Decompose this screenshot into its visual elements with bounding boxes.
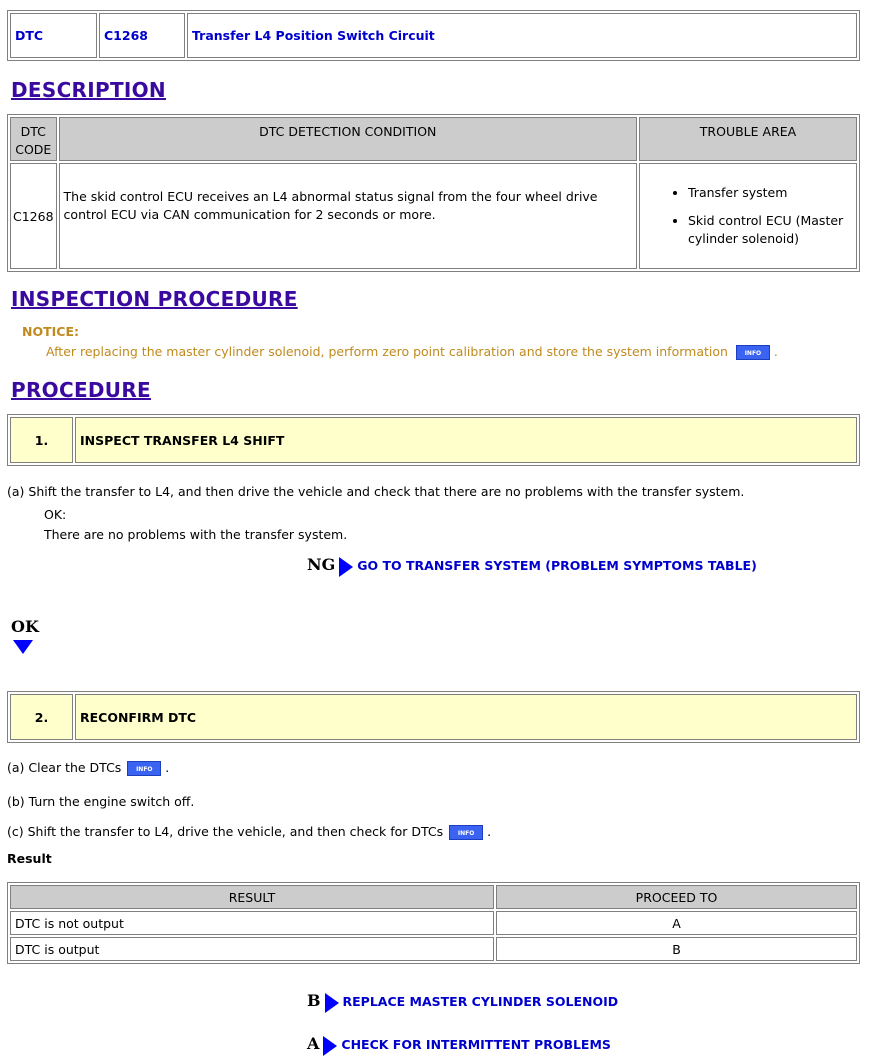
row-code: C1268: [10, 163, 57, 269]
dtc-label: DTC: [10, 13, 97, 58]
branch-a-link[interactable]: CHECK FOR INTERMITTENT PROBLEMS: [341, 1037, 611, 1052]
step-2-title: RECONFIRM DTC: [75, 694, 857, 740]
step-1-ok-label: OK:: [44, 507, 67, 522]
result-table: [7, 882, 860, 964]
dtc-code: C1268: [99, 13, 185, 58]
arrow-right-icon: [339, 557, 353, 577]
branch-a: [307, 1034, 611, 1056]
step-2-header: [7, 691, 860, 743]
step-2-line-c-period: .: [487, 824, 492, 839]
ng-label: NG: [307, 555, 336, 574]
col-header-trouble: TROUBLE AREA: [639, 117, 857, 161]
trouble-area-item: • Skid control ECU (Master cylinder solenoid): [688, 212, 852, 248]
step-2-line-c: [7, 824, 491, 840]
table-row: [10, 911, 857, 935]
proceed-cell: B: [496, 937, 857, 961]
step-1-header: [7, 414, 860, 466]
info-button-icon[interactable]: INFO: [736, 345, 770, 360]
arrow-right-icon: [323, 1036, 337, 1056]
notice-period: .: [773, 344, 778, 359]
step-1-ok-text: There are no problems with the transfer system.: [44, 527, 348, 542]
result-heading: Result: [7, 851, 52, 866]
step-1-instruction: (a) Shift the transfer to L4, and then drive the vehicle and check that there are no problems with the transfer system.: [7, 484, 745, 499]
description-table: [7, 114, 860, 272]
col-header-condition: DTC DETECTION CONDITION: [59, 117, 637, 161]
branch-b-link[interactable]: REPLACE MASTER CYLINDER SOLENOID: [342, 994, 619, 1009]
step-2-line-a: [7, 760, 169, 776]
row-trouble-area: [639, 163, 857, 269]
step-2-line-c-text: (c) Shift the transfer to L4, drive the vehicle, and then check for DTCs: [7, 824, 444, 839]
dtc-header-table: [7, 10, 860, 61]
description-heading: DESCRIPTION: [11, 78, 166, 102]
step-1-title: INSPECT TRANSFER L4 SHIFT: [75, 417, 857, 463]
notice-text: After replacing the master cylinder solenoid, perform zero point calibration and store the system information: [46, 344, 728, 359]
table-row: [10, 937, 857, 961]
dtc-title: Transfer L4 Position Switch Circuit: [187, 13, 857, 58]
ng-branch: [307, 555, 757, 577]
arrow-right-icon: [325, 993, 339, 1013]
ok-flow-label: OK: [11, 617, 39, 636]
inspection-heading: INSPECTION PROCEDURE: [11, 287, 298, 311]
trouble-area-item: • Transfer system: [688, 184, 852, 202]
step-2-line-a-period: .: [165, 760, 170, 775]
col-header-proceed: PROCEED TO: [496, 885, 857, 909]
arrow-down-icon: [13, 640, 33, 654]
step-2-line-b: (b) Turn the engine switch off.: [7, 794, 195, 809]
ng-link[interactable]: GO TO TRANSFER SYSTEM (PROBLEM SYMPTOMS TABLE): [357, 558, 757, 573]
trouble-area-list: [640, 184, 852, 248]
procedure-heading: PROCEDURE: [11, 378, 152, 402]
step-2-number: 2.: [10, 694, 73, 740]
info-button-icon[interactable]: INFO: [449, 825, 483, 840]
result-cell: DTC is output: [10, 937, 494, 961]
step-2-line-a-text: (a) Clear the DTCs: [7, 760, 122, 775]
branch-b-label: B: [307, 991, 321, 1010]
notice-label: NOTICE:: [22, 324, 79, 339]
proceed-cell: A: [496, 911, 857, 935]
notice: [46, 344, 778, 360]
col-header-code: DTC CODE: [10, 117, 57, 161]
result-cell: DTC is not output: [10, 911, 494, 935]
col-header-result: RESULT: [10, 885, 494, 909]
row-condition: The skid control ECU receives an L4 abnormal status signal from the four wheel drive control ECU via CAN communication for 2 seconds or more.: [59, 163, 637, 269]
branch-b: [307, 991, 618, 1013]
info-button-icon[interactable]: INFO: [127, 761, 161, 776]
step-1-number: 1.: [10, 417, 73, 463]
branch-a-label: A: [307, 1034, 320, 1053]
